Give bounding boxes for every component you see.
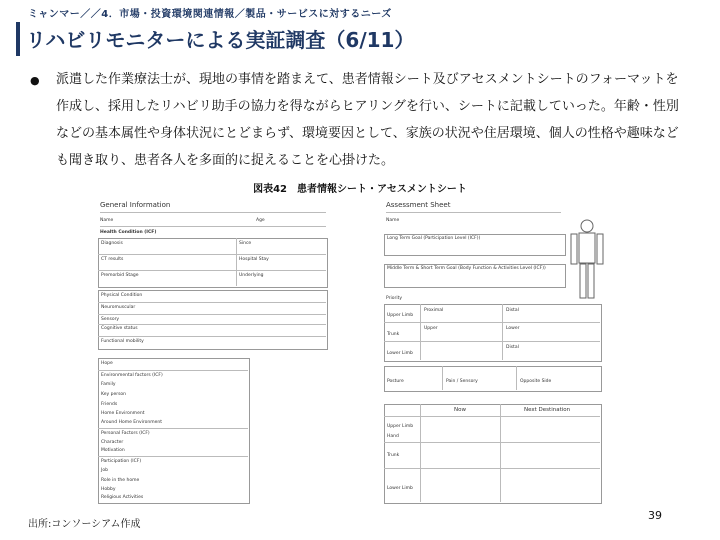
- diagnosis-label: Diagnosis: [101, 241, 123, 246]
- proximal-label: Proximal: [424, 308, 444, 313]
- around-home-label: Around Home Environment: [101, 420, 163, 425]
- middle-goal-label: Middle Term & Short Term Goal (Body Function & Activities Level (ICF)): [387, 266, 546, 271]
- priority-label: Priority: [386, 296, 403, 301]
- character-label: Character: [101, 440, 124, 445]
- body-outline-icon: [568, 218, 606, 300]
- posture-label: Posture: [387, 379, 404, 384]
- source-note: 出所:コンソーシアム作成: [28, 519, 141, 530]
- env-label: Environmental factors (ICF): [101, 373, 163, 378]
- figure-caption: 図表42 患者情報シート・アセスメントシート: [253, 184, 467, 195]
- participation-label: Participation (ICF): [101, 459, 142, 464]
- hand-label: Hand: [387, 434, 399, 439]
- key-person-label: Key person: [101, 392, 127, 397]
- distal2-label: Distal: [506, 345, 519, 350]
- trunk-row-label: Trunk: [387, 453, 400, 458]
- page-number: 39: [648, 509, 662, 522]
- sensory-label: Sensory: [101, 317, 120, 322]
- page-title: リハビリモニターによる実証調査（6/11）: [26, 28, 415, 52]
- bullet-icon: ●: [30, 74, 40, 87]
- job-label: Job: [101, 468, 108, 473]
- pain-label: Pain / Sensory: [446, 379, 478, 384]
- now-label: Now: [454, 407, 466, 413]
- limb-table: [384, 304, 602, 362]
- patient-info-sheet: [98, 198, 330, 504]
- opposite-label: Opposite Side: [520, 379, 552, 384]
- ct-label: CT results: [101, 257, 124, 262]
- premorbid-label: Premorbid Stage: [101, 273, 139, 278]
- upper-limb-row-label: Upper Limb: [387, 424, 414, 429]
- name-label: Name: [100, 218, 114, 223]
- upper-label: Upper: [424, 326, 438, 331]
- hobby-label: Hobby: [101, 487, 116, 492]
- sheet-title: General Information: [100, 201, 171, 209]
- hospital-label: Hospital Stay: [239, 257, 269, 262]
- breadcrumb: ミャンマー／／4．市場・投資環境関連情報／製品・サービスに対するニーズ: [28, 9, 392, 20]
- health-label: Health Condition (ICF): [100, 230, 157, 235]
- family-label: Family: [101, 382, 116, 387]
- religious-label: Religious Activities: [101, 495, 144, 500]
- role-label: Role in the home: [101, 478, 140, 483]
- personal-label: Personal Factors (ICF): [101, 431, 150, 436]
- title-accent-bar: [16, 22, 20, 56]
- long-goal-label: Long Term Goal (Participation Level (ICF)): [387, 236, 481, 241]
- motivation-label: Motivation: [101, 448, 125, 453]
- next-label: Next Destination: [524, 407, 571, 413]
- friends-label: Friends: [101, 402, 118, 407]
- sheet-title: Assessment Sheet: [386, 201, 451, 209]
- body-paragraph: 派遣した作業療法士が、現地の事情を踏まえて、患者情報シート及びアセスメントシートのフォーマットを作成し、採用したリハビリ助手の協力を得ながらヒアリングを行い、シートに記載していった。年齢・性別などの基本属性や身体状況にとどまらず、環境要因として、家族の状況や住居環境、個人の性格や趣味なども聞き取り、患者各人を多面的に捉えることを心掛けた。: [56, 72, 679, 168]
- functional-label: Functional mobility: [101, 339, 144, 344]
- posture-table: [384, 366, 602, 392]
- lower-limb-label: Lower Limb: [387, 351, 413, 356]
- assessment-sheet: [384, 198, 616, 504]
- cognitive-label: Cognitive status: [101, 326, 138, 331]
- upper-limb-label: Upper Limb: [387, 313, 414, 318]
- health-table: [98, 238, 328, 288]
- destination-table: [384, 404, 602, 504]
- physical-label: Physical Condition: [101, 293, 143, 298]
- home-env-label: Home Environment: [101, 411, 145, 416]
- age-label: Age: [256, 218, 265, 223]
- lower-label: Lower: [506, 326, 520, 331]
- since-label: Since: [239, 241, 252, 246]
- underlying-label: Underlying: [239, 273, 264, 278]
- neuro-label: Neuromuscular: [101, 305, 136, 310]
- hope-label: Hope: [101, 361, 113, 366]
- distal-label: Distal: [506, 308, 519, 313]
- name-label: Name: [386, 218, 400, 223]
- lower-limb-row-label: Lower Limb: [387, 486, 413, 491]
- trunk-label: Trunk: [387, 332, 400, 337]
